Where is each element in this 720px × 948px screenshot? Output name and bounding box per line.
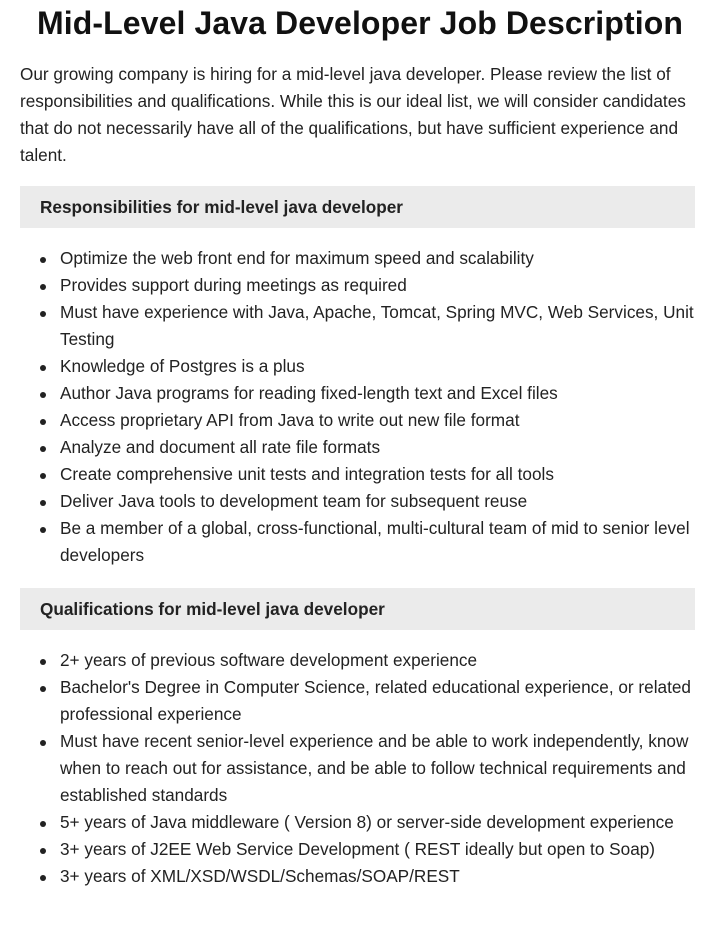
responsibilities-heading: Responsibilities for mid-level java developer [20, 186, 695, 228]
list-item: Must have experience with Java, Apache, Tomcat, Spring MVC, Web Services, Unit Testing [20, 299, 700, 353]
list-item: 3+ years of J2EE Web Service Development ( REST ideally but open to Soap) [20, 836, 700, 863]
page-title: Mid-Level Java Developer Job Description [37, 5, 683, 41]
responsibilities-list [20, 245, 700, 569]
list-item: Optimize the web front end for maximum speed and scalability [20, 245, 700, 272]
list-item: Access proprietary API from Java to write out new file format [20, 407, 700, 434]
list-item: Provides support during meetings as required [20, 272, 700, 299]
list-item: Be a member of a global, cross-functional, multi-cultural team of mid to senior level developers [20, 515, 700, 569]
list-item: 2+ years of previous software development experience [20, 647, 700, 674]
list-item: Create comprehensive unit tests and integration tests for all tools [20, 461, 700, 488]
list-item: 3+ years of XML/XSD/WSDL/Schemas/SOAP/REST [20, 863, 700, 890]
list-item: Analyze and document all rate file formats [20, 434, 700, 461]
qualifications-heading: Qualifications for mid-level java developer [20, 588, 695, 630]
list-item: Deliver Java tools to development team for subsequent reuse [20, 488, 700, 515]
list-item: 5+ years of Java middleware ( Version 8) or server-side development experience [20, 809, 700, 836]
intro-paragraph: Our growing company is hiring for a mid-level java developer. Please review the list of responsibilities and qualifications. While this is our ideal list, we will consider candidates that do not necessarily have all of the qualifications, but have sufficient experience and talent. [20, 64, 686, 165]
list-item: Must have recent senior-level experience and be able to work independently, know when to reach out for assistance, and be able to follow technical requirements and established standards [20, 728, 700, 809]
list-item: Author Java programs for reading fixed-length text and Excel files [20, 380, 700, 407]
list-item: Knowledge of Postgres is a plus [20, 353, 700, 380]
qualifications-list [20, 647, 700, 890]
list-item: Bachelor's Degree in Computer Science, related educational experience, or related professional experience [20, 674, 700, 728]
